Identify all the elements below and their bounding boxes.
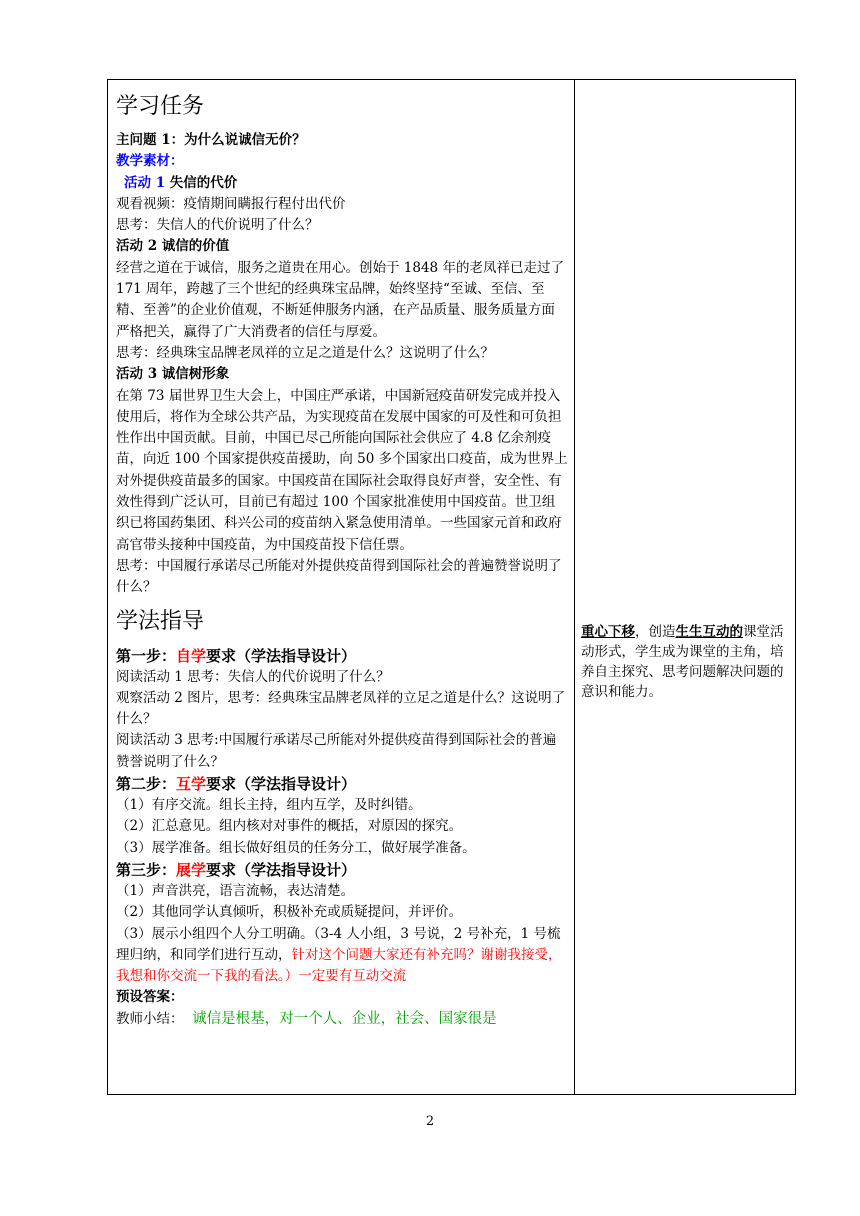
design-text2: 课堂活动形式，学生成为课堂的主角，培养自主探究、思考问题解决问题的意识和能力。	[581, 624, 784, 700]
activity2-title: 活动 2 诚信的价值	[116, 238, 230, 255]
activity1-heading	[116, 173, 568, 194]
step2-suffix: 要求（学法指导设计）	[206, 775, 357, 794]
teacher-summary-label: 教师小结：	[116, 1010, 184, 1027]
teacher-summary	[116, 1009, 568, 1030]
step1-line1: 阅读活动 1 思考：失信人的代价说明了什么？	[116, 668, 390, 685]
page-number: 2	[425, 1114, 435, 1129]
activity2-think: 思考：经典珠宝品牌老凤祥的立足之道是什么？这说明了什么？	[116, 344, 494, 361]
step1-heading	[116, 645, 568, 667]
activity1-label: 活动 1	[124, 174, 166, 191]
design-note	[581, 622, 789, 702]
design-key1: 重心下移	[581, 624, 635, 640]
preset-answer-label: 预设答案：	[116, 989, 184, 1006]
step3-key: 展学	[176, 860, 207, 879]
step3-line1: （1）声音洪亮，语言流畅，表达清楚。	[116, 882, 355, 899]
step1-suffix: 要求（学法指导设计）	[206, 646, 357, 665]
step2-line1: （1）有序交流。组长主持，组内互学，及时纠错。	[116, 797, 422, 814]
step2-line2: （2）汇总意见。组内核对对事件的概括，对原因的探究。	[116, 818, 463, 835]
step1-line3: 阅读活动 3 思考:中国履行承诺尽己所能对外提供疫苗得到国际社会的普遍赞誉说明了什么？	[116, 732, 557, 770]
column-divider	[574, 80, 575, 1094]
teacher-summary-text: 诚信是根基，对一个人、企业，社会、国家很是	[192, 1010, 497, 1027]
step3-line3-black: （3）展示小组四个人分工明确。（3-4 人小组，3 号说，2 号补充，1 号梳理归纳，和同学们进行互动，	[116, 925, 561, 963]
activity1-line2: 思考：失信人的代价说明了什么？	[116, 217, 319, 234]
step2-heading	[116, 773, 568, 795]
step1-line2: 观察活动 2 图片，思考：经典珠宝品牌老凤祥的立足之道是什么？这说明了什么？	[116, 689, 566, 728]
activity3-title: 活动 3 诚信树形象	[116, 366, 230, 383]
step2-line3: （3）展学准备。组长做好组员的任务分工，做好展学准备。	[116, 839, 476, 856]
right-column-design-note	[581, 622, 789, 702]
step3-line3-red: 针对这个问题大家还有补充吗？谢谢我接受，我想和你交流一下我的看法。）一定要有互动交流	[116, 946, 562, 985]
step3-heading	[116, 859, 568, 881]
section-title-method-guide: 学法指导	[116, 608, 205, 634]
activity1-title: 失信的代价	[169, 174, 238, 191]
design-key2: 生生互动的	[675, 624, 743, 640]
activity1-line1: 观看视频：疫情期间瞒报行程付出代价	[116, 195, 346, 212]
design-text1: ，创造	[635, 624, 676, 640]
step2-key: 互学	[176, 775, 207, 794]
main-question: 主问题 1：为什么说诚信无价？	[116, 132, 306, 148]
step3-line3	[116, 924, 568, 988]
step3-line2: （2）其他同学认真倾听，积极补充或质疑提问，并评价。	[116, 904, 463, 921]
lesson-table	[107, 79, 796, 1095]
material-label: 教学素材：	[116, 153, 184, 170]
step3-suffix: 要求（学法指导设计）	[206, 860, 357, 879]
step1-prefix: 第一步：	[116, 646, 177, 665]
step1-key: 自学	[176, 646, 207, 665]
step3-prefix: 第三步：	[116, 860, 177, 879]
activity3-body: 在第 73 届世界卫生大会上，中国庄严承诺，中国新冠疫苗研发完成并投入使用后，将作为全球公共产品，为实现疫苗在发展中国家的可及性和可负担性作出中国贡献。目前，中国已尽己所能向国际社会供应了 4.8 亿余剂疫苗，向近 100 个国家提供疫苗援助，向 50 多个国家出口疫苗，成为世界上对外提供疫苗最多的国家。中国疫苗在国际社会取得良好声誉，安全性、有效性得到广泛认可，目前已有超过 100 个国家批准使用中国疫苗。世卫组织已将国药集团、科兴公司的疫苗纳入紧急使用清单。一些国家元首和政府高官带头接种中国疫苗，为中国疫苗投下信任票。	[116, 387, 568, 553]
activity3-think: 思考：中国履行承诺尽己所能对外提供疫苗得到国际社会的普遍赞誉说明了什么？	[116, 557, 562, 596]
left-column	[116, 88, 568, 1030]
section-title-learning-task: 学习任务	[116, 94, 205, 119]
step2-prefix: 第二步：	[116, 775, 177, 794]
activity2-body: 经营之道在于诚信，服务之道贵在用心。创始于 1848 年的老凤祥已走过了 171 周年，跨越了三个世纪的经典珠宝品牌，始终坚持“至诚、至信、至精、至善”的企业价值观，不断延伸服务内涵，在产品质量、服务质量方面严格把关，赢得了广大消费者的信任与厚爱。	[116, 259, 564, 340]
